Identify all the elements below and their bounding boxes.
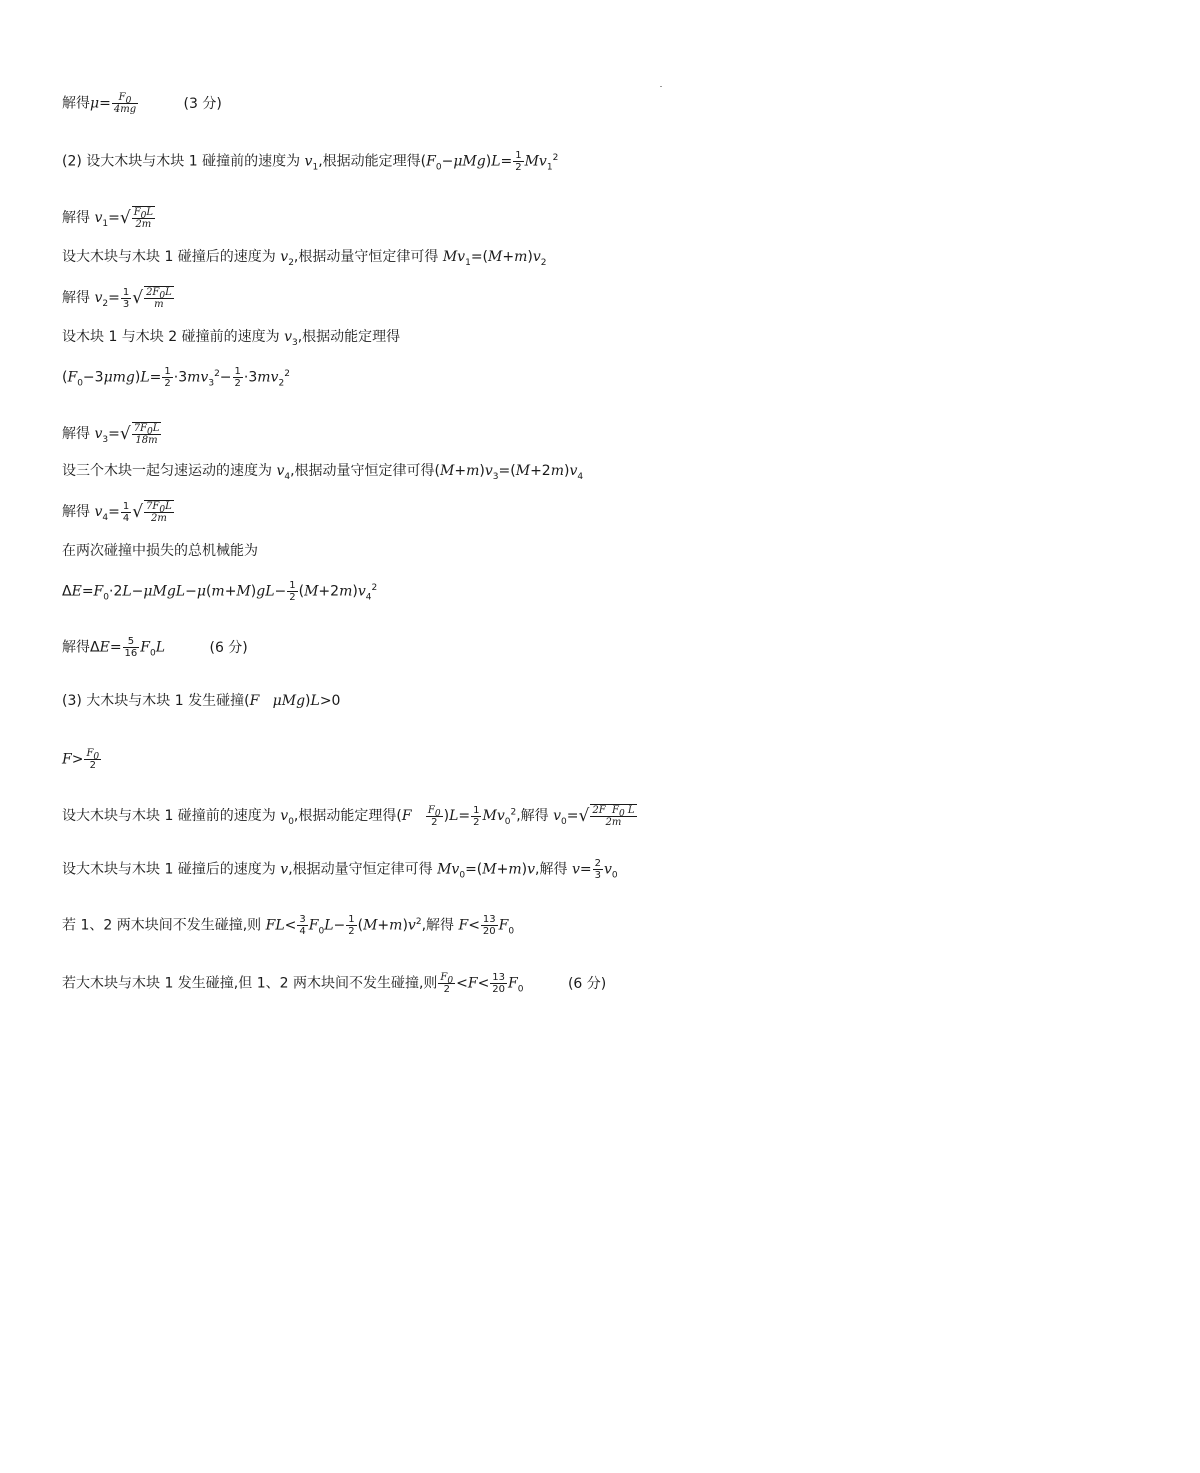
solution-line-1: 解得μ= $\frac{F_0}{4mg}$ (3 分) — [62, 92, 222, 115]
solution-line-14: (3) 大木块与木块 1 发生碰撞(F μMg)L>0 — [62, 693, 341, 709]
score-6b: (6 分) — [567, 975, 607, 992]
solution-line-5: 解得 $v_2=$ $\frac{1}{3}$ √ $\frac{2F_0L}{m}$ — [62, 286, 172, 310]
solution-line-6: 设木块 1 与木块 2 碰撞前的速度为 $v_3$,根据动能定理得 — [62, 329, 401, 348]
solution-line-3: 解得 $v_1=√$ $\frac{F_0L}{2m}$ — [62, 207, 154, 230]
solution-line-18: 若 1、2 两木块间不发生碰撞,则 FL< $\frac{3}{4}$ $F_0L-$ $\frac{1}{2}$ $(M+m)v^2$,解得 F< $\frac{13}{20}$ $F_0$ — [62, 914, 515, 937]
solution-line-12: $\Delta E=F_0\cdot 2L-\mu MgL-\mu(m+M)gL-$ $\frac{1}{2}$ $(M+2m)v_4^2$ — [62, 580, 378, 603]
solution-line-15: F> $\frac{F_0}{2}$ — [62, 748, 100, 771]
solution-line-11: 在两次碰撞中损失的总机械能为 — [62, 543, 258, 559]
score-3: (3 分) — [183, 95, 222, 112]
solution-line-8: 解得 $v_3=√$ $\frac{7F_0L}{18m}$ — [62, 423, 160, 446]
solution-line-9: 设三个木块一起匀速运动的速度为 $v_4$,根据动量守恒定律可得$(M+m)v_3=(M+2m)v_4$ — [62, 463, 584, 482]
stray-mark — [660, 86, 662, 87]
solution-line-16: 设大木块与木块 1 碰撞前的速度为 $v_0$,根据动能定理得(F $\frac{F_0}{2}$ )L= $\frac{1}{2}$ $Mv_0^2$,解得 $v_0=√$ $\frac{2F F_0 L}{2m}$ — [62, 804, 635, 828]
solution-line-19: 若大木块与木块 1 发生碰撞,但 1、2 两木块间不发生碰撞,则 $\frac{F_0}{2}$ <F< $\frac{13}{20}$ $F_0$ (6 分) — [62, 972, 607, 995]
solution-line-10: 解得 $v_4=$ $\frac{1}{4}$ √ $\frac{7F_0L}{2m}$ — [62, 500, 172, 524]
solution-line-2: (2) 设大木块与木块 1 碰撞前的速度为 $v_1$,根据动能定理得$(F_0-\mu Mg)L=$ $\frac{1}{2}$ $Mv_1^2$ — [62, 150, 559, 173]
solution-line-7: $(F_0-3\mu mg)L=$ $\frac{1}{2}$ $\cdot 3mv_3^2-$ $\frac{1}{2}$ $\cdot 3mv_2^2$ — [62, 366, 290, 389]
solution-line-17: 设大木块与木块 1 碰撞后的速度为 v,根据动量守恒定律可得 $Mv_0=(M+m)v$,解得 v= $\frac{2}{3}$ $v_0$ — [62, 858, 618, 881]
solution-line-4: 设大木块与木块 1 碰撞后的速度为 $v_2$,根据动量守恒定律可得 $Mv_1=(M+m)v_2$ — [62, 249, 547, 268]
solution-line-13: 解得ΔE= $\frac{5}{16}$ $F_0L$ (6 分) — [62, 636, 248, 659]
score-6a: (6 分) — [209, 639, 248, 656]
